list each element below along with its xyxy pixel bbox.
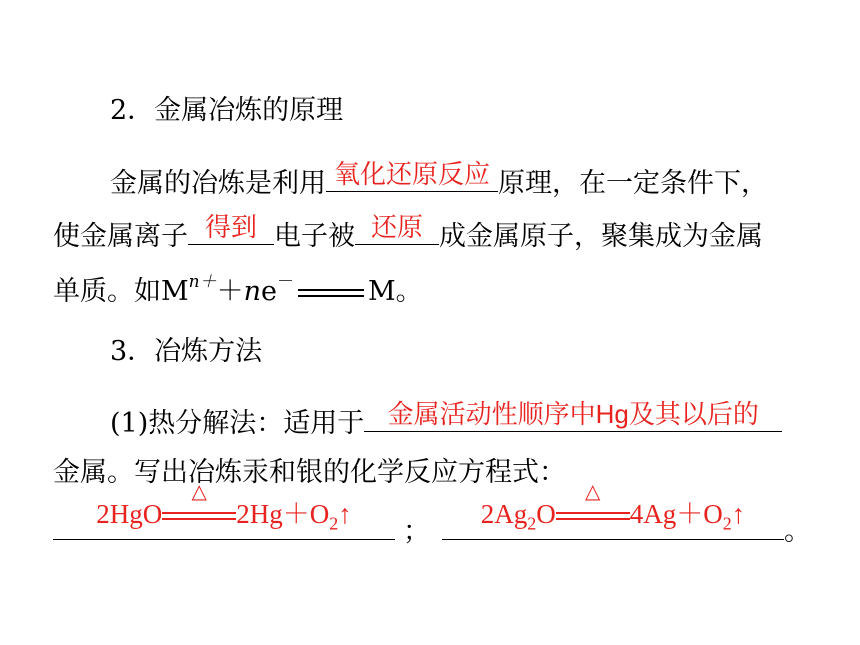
plus-sign: ＋	[216, 276, 244, 307]
heat-equals-sign	[556, 481, 630, 523]
answer-blank-2	[188, 214, 274, 245]
text: 单质。如M	[53, 276, 189, 307]
gas-arrow-icon: ↑	[731, 498, 746, 529]
answer-blank-equation-1	[53, 481, 395, 540]
electron-symbol: e	[261, 276, 277, 307]
principle-line-1	[110, 161, 768, 202]
superscript-minus: －	[276, 272, 294, 292]
answer-gain: 得到	[204, 212, 257, 242]
period: 。	[784, 516, 811, 547]
answer-redox-reaction: 氧化还原反应	[333, 159, 490, 189]
section-2-heading: 2．金属冶炼的原理	[110, 95, 344, 126]
separator: ；	[403, 516, 430, 547]
method-line-1	[110, 401, 782, 442]
heat-equals-sign	[162, 481, 236, 523]
section-3-heading: 3．冶炼方法	[110, 336, 263, 367]
text: 使金属离子	[53, 221, 188, 252]
answer-metals-after-hg: 金属活动性顺序中Hg及其以后的	[387, 399, 759, 429]
equals-sign	[298, 286, 364, 300]
heat-triangle-icon: △	[191, 481, 207, 504]
text: 原理，在一定条件下，	[498, 168, 768, 199]
answer-reduced: 还原	[370, 212, 423, 242]
superscript-charge: n＋	[188, 272, 217, 292]
equation-line	[53, 481, 811, 550]
text: 成金属原子，聚集成为金属	[439, 221, 763, 252]
method-line-2: 金属。写出冶炼汞和银的化学反应方程式：	[53, 457, 566, 488]
answer-blank-4	[364, 401, 782, 432]
gas-arrow-icon: ↑	[338, 498, 352, 529]
answer-blank-1	[326, 161, 498, 192]
text: (1)热分解法：适用于	[110, 408, 365, 439]
text: 金属的冶炼是利用	[110, 168, 326, 199]
text: M。	[367, 276, 423, 307]
answer-blank-equation-2	[442, 481, 784, 540]
principle-line-2	[53, 214, 763, 255]
variable-n: n	[243, 276, 261, 307]
principle-line-3	[53, 267, 423, 310]
heat-triangle-icon: △	[585, 481, 601, 504]
text: 电子被	[274, 221, 355, 252]
answer-blank-3	[355, 214, 439, 245]
equation-mercury: 2HgO △ $2Hg+O_2↑$	[96, 481, 352, 533]
equation-silver: $2Ag_2O$ △ $4Ag+O_2↑$	[480, 481, 746, 533]
